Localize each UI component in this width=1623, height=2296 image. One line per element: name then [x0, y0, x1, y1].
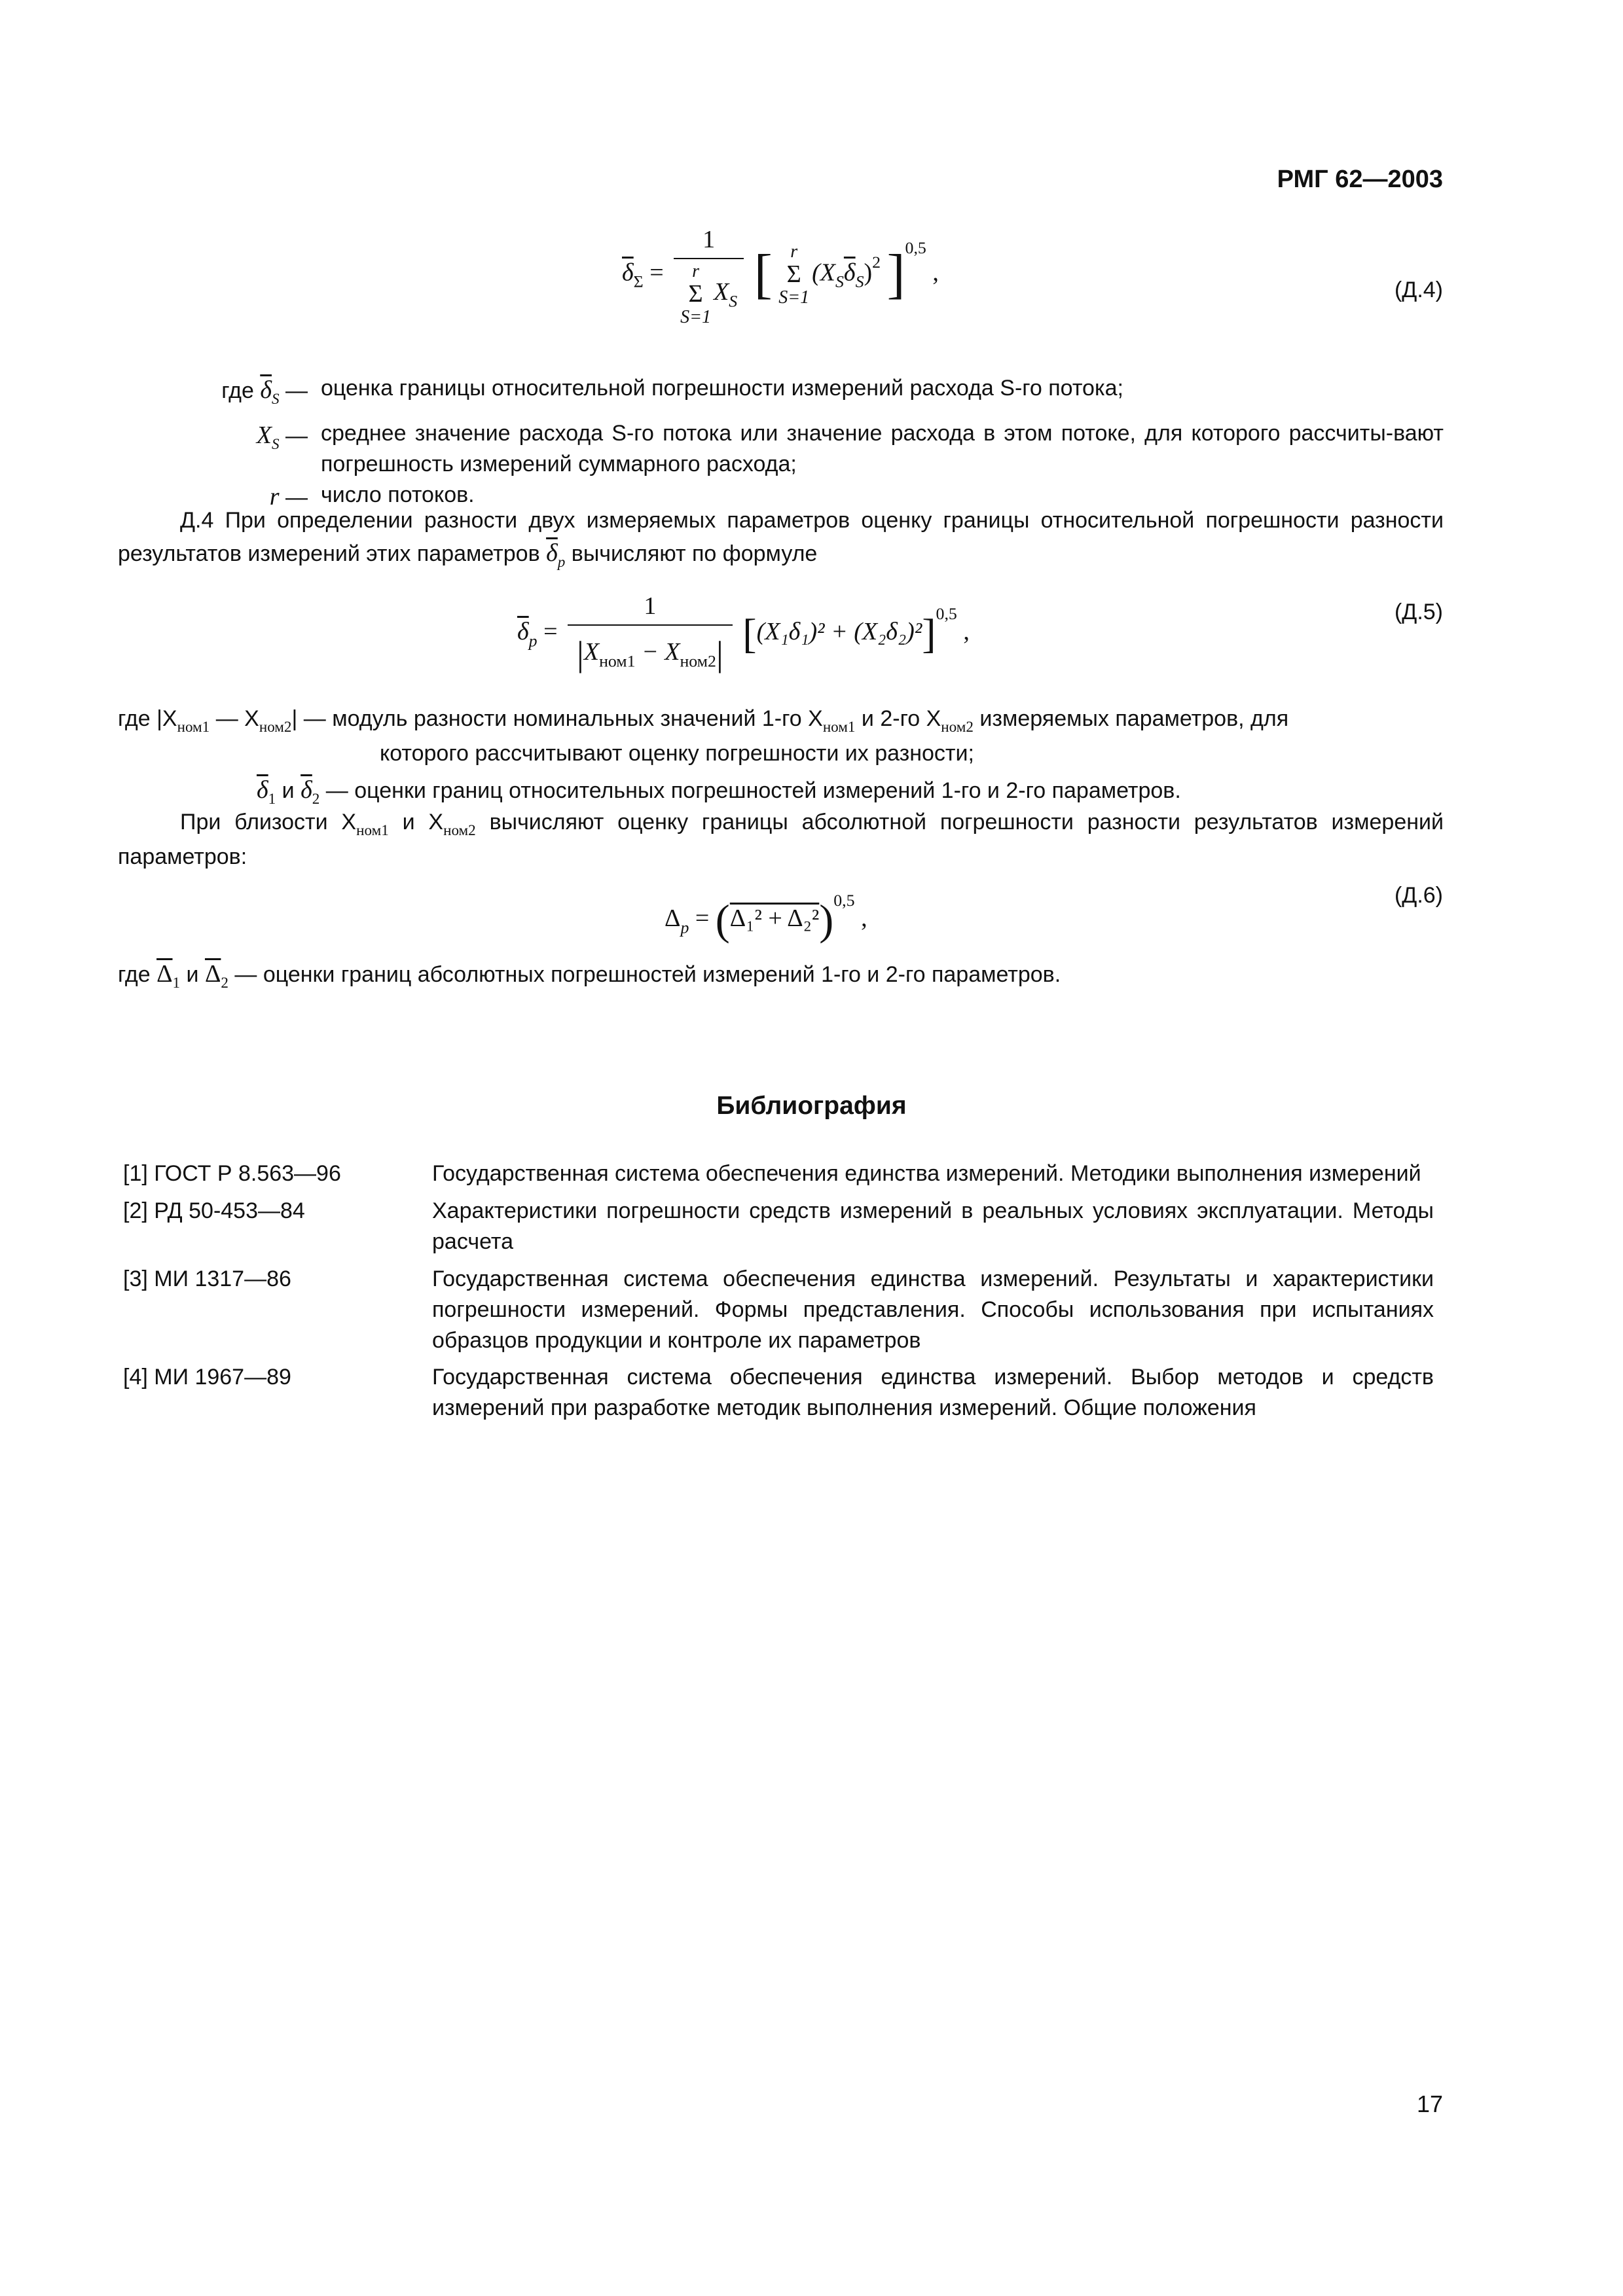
sum-lower: S=1 — [680, 306, 712, 327]
def-d6-sym2: $\overline{\Delta}$ — [204, 960, 221, 988]
def-dash: — — [279, 378, 308, 403]
eq-d5-fraction — [568, 589, 733, 679]
definition-label — [118, 373, 321, 410]
left-bracket: [ — [754, 243, 773, 305]
sum-lower: S=1 — [778, 287, 810, 308]
eq-d4-lhs: $\overline{\delta}$ — [622, 259, 634, 287]
left-bracket: [ — [742, 610, 757, 657]
def-d5-sym1: $\overline{\delta}$ — [257, 776, 268, 804]
eq-d4-denominator — [674, 258, 744, 327]
bib-text: Государственная система обеспечения единства измерений. Выбор методов и средств измерений при разработке методик выполнения измерений. Общие положения — [432, 1365, 1434, 1421]
definitions-d5 — [118, 704, 1444, 810]
def-d5-text: | — модуль разности номинальных значений 1-го X — [291, 706, 823, 731]
def-d5-l3-sub2: 2 — [312, 791, 320, 808]
eq-d4-body-delta: $\overline{\delta}$ — [843, 259, 856, 287]
bibliography-list — [123, 1158, 1434, 1430]
def-sub: S — [271, 391, 280, 408]
def-d6-sub1: 1 — [172, 975, 181, 992]
eq-d4-fraction — [674, 223, 744, 327]
def-symbol: X — [256, 422, 272, 450]
eq-d4-comma: , — [932, 259, 939, 287]
def-d5-and: и — [276, 778, 301, 804]
def-d6-text: — оценки границ абсолютных погрешностей измерений 1-го и 2-го параметров. — [228, 962, 1061, 987]
right-bracket: ] — [886, 243, 905, 305]
definition-row — [118, 418, 1444, 480]
eq-d5-den-x2: − X — [635, 638, 680, 666]
def-prefix: где — [221, 378, 261, 403]
bib-code: [1] ГОСТ Р 8.563—96 — [123, 1161, 341, 1186]
definitions-d4 — [118, 373, 1444, 514]
definition-line — [118, 773, 1444, 810]
eq-d5-comma: , — [963, 618, 970, 646]
bibliography-item — [123, 1362, 1434, 1424]
sum-symbol-inner — [778, 242, 809, 307]
definitions-d6 — [118, 957, 1444, 994]
eq-d6-lhs-sub: p — [680, 918, 689, 937]
def-d6-sym1: $\overline{\Delta}$ — [156, 960, 173, 988]
eq-d5-den-sub2: ном2 — [680, 651, 716, 671]
eq-d4-body-sub: S — [835, 272, 844, 291]
equation-d4 — [622, 223, 939, 327]
abs-bar: | — [716, 634, 723, 674]
def-d5-text3: измеряемых параметров, для — [973, 706, 1289, 731]
para-close-3: вычисляют оценку границы абсолютной погрешности разности результатов измерений параметров: — [118, 810, 1444, 870]
eq-d4-den-sub: S — [729, 291, 738, 311]
eq-d4-lhs-sub: Σ — [633, 272, 644, 291]
def-d5-sub4: ном2 — [941, 719, 974, 736]
eq-d5-den-sub1: ном1 — [599, 651, 636, 671]
eq-d4-den-var: X — [714, 278, 729, 306]
para-close-sub2: ном2 — [443, 822, 476, 840]
right-paren: ) — [819, 896, 834, 944]
def-d6-sub2: 2 — [221, 975, 228, 992]
eq-d4-body-sub2: S — [855, 272, 864, 291]
doc-code-header: РМГ 62—2003 — [1277, 166, 1443, 193]
equation-d6 — [665, 889, 867, 942]
equation-d5 — [517, 589, 970, 679]
eq-d5-lhs: $\overline{\delta}$ — [517, 618, 529, 646]
eq-d5-body: (X₁δ₁)² + (X₂δ₂)² — [756, 618, 922, 646]
bib-text: Государственная система обеспечения единства измерений. Методики выполнения измерений — [432, 1161, 1421, 1186]
def-dash: — — [279, 423, 308, 449]
eq-d6-body: Δ₁² + Δ₂² — [729, 905, 820, 932]
definition-label — [118, 418, 321, 480]
para-d4-text1: Д.4 При определении разности двух измеряемых параметров оценку границы относительной погрешности разности результатов измерений этих параметров — [118, 508, 1444, 566]
eq-d4-power: 0,5 — [905, 238, 926, 257]
para-d4-sub: p — [557, 554, 566, 571]
eq-d4-body-close: ) — [864, 259, 873, 287]
paragraph-proximity — [118, 807, 1444, 872]
para-close-sub1: ном1 — [356, 822, 389, 840]
definition-text: число потоков. — [321, 482, 475, 507]
sum-upper: r — [692, 261, 700, 282]
page-number: 17 — [1416, 2090, 1443, 2117]
bib-code: [4] МИ 1967—89 — [123, 1365, 291, 1390]
sum-upper: r — [790, 242, 798, 262]
abs-bar: | — [577, 634, 584, 674]
def-d5-line3: — оценки границ относительных погрешностей измерений 1-го и 2-го параметров. — [319, 778, 1181, 804]
para-d4-text2: вычисляют по формуле — [565, 541, 818, 566]
bibliography-item — [123, 1196, 1434, 1257]
eq-d5-number: (Д.5) — [1394, 600, 1443, 624]
para-close-2: и X — [388, 810, 444, 834]
definition-line — [118, 704, 1444, 738]
def-d5-text2: и 2-го X — [855, 706, 941, 731]
def-d6-and: и — [180, 962, 205, 987]
sigma-glyph: Σ — [786, 260, 801, 288]
eq-d5-den-x1: X — [583, 638, 600, 666]
bib-code: [3] МИ 1317—86 — [123, 1266, 291, 1291]
bibliography-title: Библиография — [716, 1092, 907, 1120]
def-d5-sub1: ном1 — [177, 719, 210, 736]
equals-sign: = — [695, 905, 716, 932]
eq-d5-lhs-sub: p — [528, 631, 538, 651]
def-symbol: $\overline{\delta}$ — [260, 376, 272, 404]
def-symbol: r — [269, 482, 280, 511]
para-d4-symbol: $\overline{\delta}$ — [546, 539, 558, 567]
eq-d6-comma: , — [861, 905, 867, 932]
definition-text: среднее значение расхода S-го потока или значение расхода в этом потоке, для которого рассчиты-вают погрешность измерений суммарного расхода; — [321, 421, 1444, 477]
equals-sign: = — [543, 618, 564, 646]
def-dash: — — [279, 484, 308, 510]
def-d6-prefix: где — [118, 962, 157, 987]
definition-row — [118, 373, 1444, 410]
definition-text: оценка границы относительной погрешности измерений расхода S-го потока; — [321, 376, 1123, 401]
def-sub: S — [271, 436, 280, 454]
eq-d4-square: 2 — [872, 252, 881, 272]
bibliography-item — [123, 1158, 1434, 1189]
def-d5-sub3: ном1 — [822, 719, 856, 736]
right-bracket: ] — [922, 610, 936, 657]
def-d5-line2: которого рассчитывают оценку погрешности их разности; — [380, 741, 974, 766]
eq-d4-body: (X — [812, 259, 835, 287]
eq-d5-power: 0,5 — [936, 604, 957, 624]
def-d5-prefix: где |X — [118, 706, 177, 731]
eq-d6-power: 0,5 — [833, 891, 855, 910]
para-close-1: При близости X — [180, 810, 357, 834]
sigma-glyph: Σ — [688, 279, 703, 308]
eq-d6-lhs: Δ — [665, 905, 681, 932]
eq-d5-numerator: 1 — [644, 592, 657, 620]
def-d5-sym2: $\overline{\delta}$ — [301, 776, 312, 804]
definition-line — [118, 738, 1444, 769]
bib-text: Характеристики погрешности средств измерений в реальных условиях эксплуатации. Методы расчета — [432, 1198, 1434, 1254]
left-paren: ( — [715, 896, 730, 944]
eq-d6-number: (Д.6) — [1394, 883, 1443, 908]
paragraph-d4 — [118, 505, 1444, 573]
bib-code: [2] РД 50-453—84 — [123, 1198, 305, 1223]
def-d5-l3-sub1: 1 — [268, 791, 276, 808]
eq-d4-numerator: 1 — [702, 226, 716, 253]
bibliography-item — [123, 1264, 1434, 1356]
sum-symbol — [680, 262, 711, 327]
equals-sign: = — [649, 259, 670, 287]
def-d5-mid: — X — [210, 706, 259, 731]
def-d5-sub2: ном2 — [259, 719, 292, 736]
eq-d4-number: (Д.4) — [1394, 278, 1443, 302]
eq-d5-denominator — [568, 624, 733, 679]
bib-text: Государственная система обеспечения единства измерений. Результаты и характеристики погрешности измерений. Формы представления. Способы использования при испытаниях образцов продукции и контроле их параметров — [432, 1266, 1434, 1353]
